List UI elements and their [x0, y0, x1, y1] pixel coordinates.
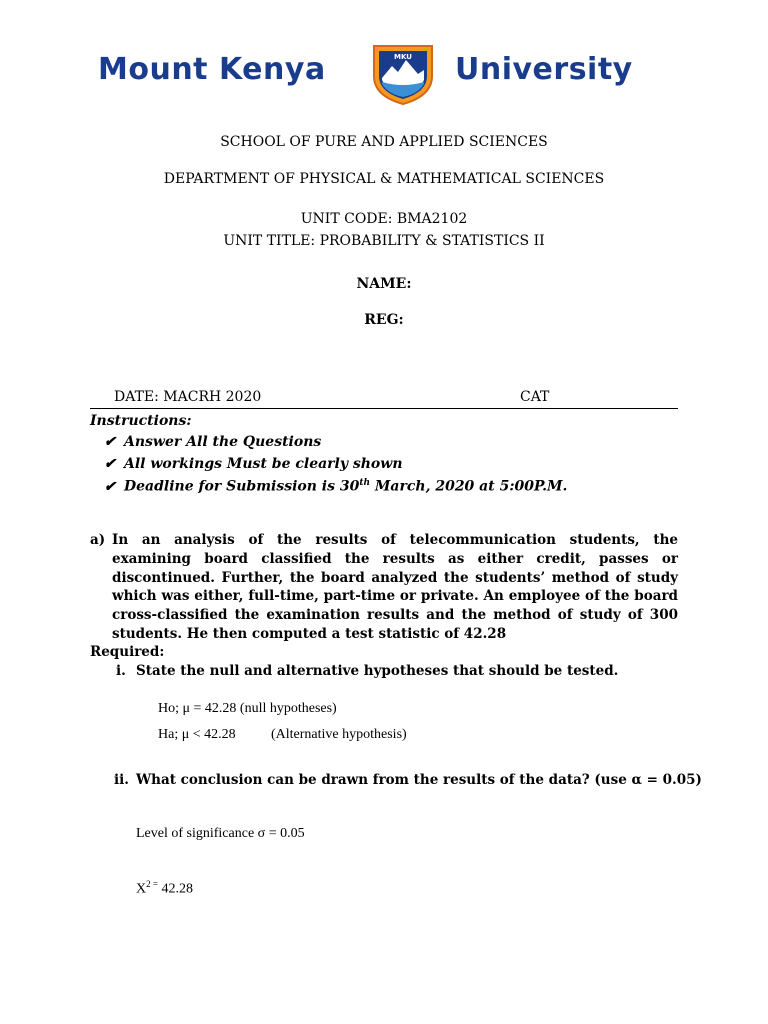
- chi-sup: 2 =: [146, 879, 158, 889]
- alt-hypothesis-label: (Alternative hypothesis): [271, 727, 407, 742]
- checkmark-icon: ✔: [104, 456, 116, 472]
- crest-icon: [368, 42, 438, 106]
- checkmark-icon: ✔: [104, 478, 116, 495]
- instruction-item: [104, 434, 321, 450]
- test-statistic: [136, 879, 193, 898]
- part-i-text: State the null and alternative hypotheses that should be tested.: [136, 663, 619, 679]
- logo-text-left: Mount Kenya: [98, 52, 326, 87]
- logo-text-right: University: [455, 52, 633, 87]
- unit-title: UNIT TITLE: PROBABILITY & STATISTICS II: [223, 233, 545, 249]
- header-divider: [90, 408, 678, 409]
- question-label: a): [90, 532, 106, 548]
- deadline-text-end: March, 2020 at 5:00P.M.: [370, 478, 568, 495]
- unit-code: UNIT CODE: BMA2102: [300, 211, 468, 227]
- chi-base: X: [136, 881, 147, 897]
- significance-level: Level of significance σ = 0.05: [136, 826, 305, 841]
- alt-hypothesis: Ha; μ < 42.28: [158, 727, 236, 742]
- instruction-text: All workings Must be clearly shown: [124, 456, 403, 472]
- instruction-item-deadline: [104, 478, 567, 495]
- reg-label: REG:: [364, 312, 404, 328]
- required-label: Required:: [90, 644, 165, 660]
- name-label: NAME:: [356, 276, 412, 292]
- exam-date: DATE: MACRH 2020: [114, 389, 262, 405]
- part-i-number: i.: [116, 663, 126, 679]
- checkmark-icon: ✔: [104, 434, 116, 450]
- chi-value: 42.28: [157, 881, 193, 897]
- question-text: In an analysis of the results of telecommunication students, the examining board classified the results as either credit, passes or discontinued. Further, the board analyzed the students’ method of study which was either, full-time, part-time or private. An employee of the board cross-classified the examination results and the method of study of 300 students. He then computed a test statistic of 42.28: [112, 532, 678, 642]
- deadline-sup: th: [359, 478, 371, 488]
- exam-type: CAT: [520, 389, 550, 405]
- school-name: SCHOOL OF PURE AND APPLIED SCIENCES: [220, 134, 548, 150]
- instructions-title: Instructions:: [90, 413, 192, 429]
- instruction-text: Answer All the Questions: [124, 434, 322, 450]
- department-name: DEPARTMENT OF PHYSICAL & MATHEMATICAL SCIENCES: [163, 171, 605, 187]
- part-ii-number: ii.: [114, 772, 129, 788]
- university-crest: [368, 42, 438, 106]
- crest-label: MKU: [394, 53, 412, 61]
- null-hypothesis: Ho; μ = 42.28 (null hypotheses): [158, 701, 337, 716]
- part-ii-text: What conclusion can be drawn from the results of the data? (use α = 0.05): [136, 772, 702, 788]
- instruction-item: [104, 456, 403, 472]
- deadline-text: Deadline for Submission is 30: [124, 478, 360, 495]
